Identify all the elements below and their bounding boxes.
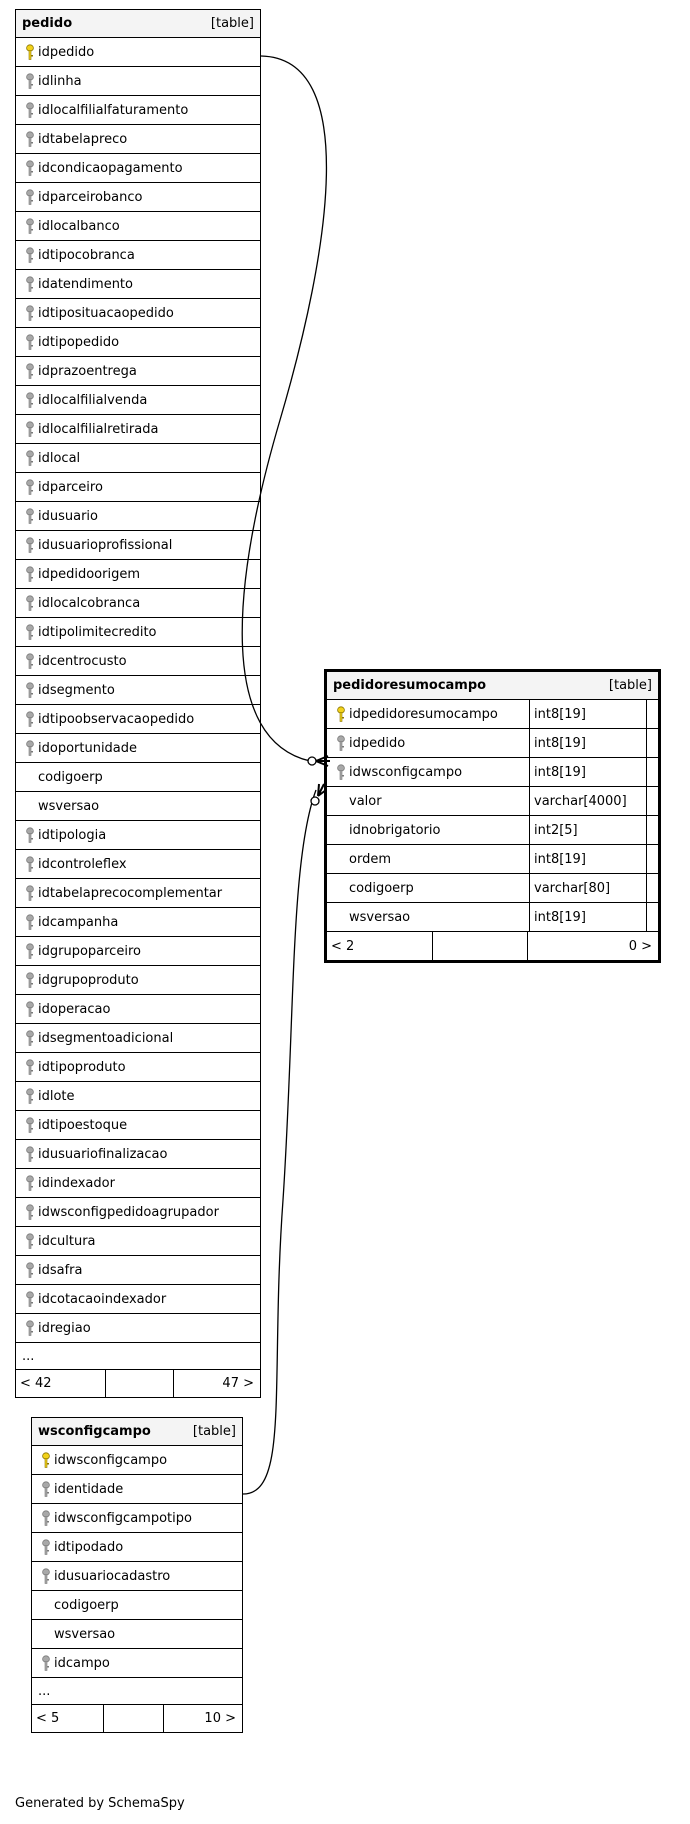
foreign-key-icon bbox=[24, 189, 36, 206]
column-row-idcultura[interactable] bbox=[16, 1227, 260, 1256]
column-name: idparceiro bbox=[38, 479, 103, 495]
column-name: idpedido bbox=[349, 735, 406, 751]
column-type: int8[19] bbox=[530, 758, 647, 786]
foreign-key-icon bbox=[40, 1568, 52, 1585]
column-name-cell bbox=[327, 816, 530, 844]
children-count[interactable]: 0 > bbox=[628, 938, 652, 954]
column-name-cell bbox=[327, 787, 530, 815]
column-name: idindexador bbox=[38, 1175, 115, 1191]
column-row-idlocalbanco[interactable] bbox=[16, 212, 260, 241]
column-row-idtipodado[interactable] bbox=[32, 1533, 242, 1562]
parents-count[interactable]: < 42 bbox=[16, 1370, 106, 1397]
foreign-key-icon bbox=[24, 537, 36, 554]
column-name: idtabelapreco bbox=[38, 131, 128, 147]
foreign-key-icon bbox=[24, 1117, 36, 1134]
footer-spacer bbox=[106, 1370, 174, 1397]
table-name: wsconfigcampo bbox=[38, 1424, 151, 1439]
column-name: idcampo bbox=[54, 1655, 110, 1671]
parents-count[interactable]: < 2 bbox=[327, 932, 433, 960]
table-footer bbox=[327, 932, 658, 960]
column-row-idwsconfigpedidoagrupador[interactable] bbox=[16, 1198, 260, 1227]
footer-spacer bbox=[104, 1705, 164, 1732]
column-type: int8[19] bbox=[530, 845, 647, 873]
column-row-idtipopedido[interactable] bbox=[16, 328, 260, 357]
column-row-idlocalcobranca[interactable] bbox=[16, 589, 260, 618]
column-row-idoperacao[interactable] bbox=[16, 995, 260, 1024]
column-row-idcotacaoindexador[interactable] bbox=[16, 1285, 260, 1314]
column-name: idtipologia bbox=[38, 827, 107, 843]
column-row-idparceiro[interactable] bbox=[16, 473, 260, 502]
column-name: idgrupoparceiro bbox=[38, 943, 141, 959]
foreign-key-icon bbox=[40, 1539, 52, 1556]
column-name: idlocalfilialvenda bbox=[38, 392, 148, 408]
foreign-key-icon bbox=[24, 392, 36, 409]
column-name: idcampanha bbox=[38, 914, 119, 930]
foreign-key-icon bbox=[40, 1510, 52, 1527]
column-row-idtipoobservacaopedido[interactable] bbox=[16, 705, 260, 734]
column-name: idcultura bbox=[38, 1233, 96, 1249]
column-row-idcampanha[interactable] bbox=[16, 908, 260, 937]
column-row-codigoerp[interactable] bbox=[327, 874, 658, 903]
foreign-key-icon bbox=[24, 305, 36, 322]
primary-key-icon bbox=[335, 706, 347, 723]
foreign-key-icon bbox=[24, 1030, 36, 1047]
foreign-key-icon bbox=[24, 421, 36, 438]
foreign-key-icon bbox=[24, 653, 36, 670]
column-row-idcondicaopagamento[interactable] bbox=[16, 154, 260, 183]
column-row-idlocal[interactable] bbox=[16, 444, 260, 473]
column-name: idpedidoorigem bbox=[38, 566, 141, 582]
column-name: idlinha bbox=[38, 73, 82, 89]
parents-count[interactable]: < 5 bbox=[32, 1705, 104, 1732]
children-count[interactable]: 10 > bbox=[204, 1711, 236, 1726]
column-name: wsversao bbox=[54, 1626, 116, 1642]
column-row-idsegmento[interactable] bbox=[16, 676, 260, 705]
relationship-wsconfigcampo-optional-marker bbox=[311, 797, 319, 805]
column-row-idpedido[interactable] bbox=[16, 38, 260, 67]
column-name: idcentrocusto bbox=[38, 653, 127, 669]
foreign-key-icon bbox=[24, 1204, 36, 1221]
column-row-idregiao[interactable] bbox=[16, 1314, 260, 1343]
column-name: idwsconfigpedidoagrupador bbox=[38, 1204, 219, 1220]
column-name: ordem bbox=[349, 851, 391, 867]
column-name-cell bbox=[327, 845, 530, 873]
foreign-key-icon bbox=[24, 102, 36, 119]
column-name: idtiposituacaopedido bbox=[38, 305, 174, 321]
column-name: idtipodado bbox=[54, 1539, 124, 1555]
foreign-key-icon bbox=[24, 334, 36, 351]
foreign-key-icon bbox=[24, 508, 36, 525]
column-name: identidade bbox=[54, 1481, 124, 1497]
column-name: idtipolimitecredito bbox=[38, 624, 157, 640]
foreign-key-icon bbox=[24, 218, 36, 235]
foreign-key-icon bbox=[24, 1233, 36, 1250]
column-row-idindexador[interactable] bbox=[16, 1169, 260, 1198]
foreign-key-icon bbox=[24, 595, 36, 612]
column-name-cell bbox=[327, 874, 530, 902]
column-row-idusuario[interactable] bbox=[16, 502, 260, 531]
foreign-key-icon bbox=[24, 1001, 36, 1018]
primary-key-icon bbox=[24, 44, 36, 61]
column-name: idtipoproduto bbox=[38, 1059, 126, 1075]
foreign-key-icon bbox=[24, 160, 36, 177]
column-row-idusuariofinalizacao[interactable] bbox=[16, 1140, 260, 1169]
foreign-key-icon bbox=[24, 682, 36, 699]
foreign-key-icon bbox=[40, 1655, 52, 1672]
foreign-key-icon bbox=[24, 885, 36, 902]
column-name-cell bbox=[327, 700, 530, 728]
column-row-wsversao[interactable] bbox=[32, 1620, 242, 1649]
column-name: idlocalfilialfaturamento bbox=[38, 102, 189, 118]
children-count[interactable]: 47 > bbox=[222, 1376, 254, 1391]
column-name: idparceirobanco bbox=[38, 189, 143, 205]
column-row-idlinha[interactable] bbox=[16, 67, 260, 96]
foreign-key-icon bbox=[24, 972, 36, 989]
column-name: idregiao bbox=[38, 1320, 91, 1336]
foreign-key-icon bbox=[24, 914, 36, 931]
foreign-key-icon bbox=[24, 856, 36, 873]
column-name: idwsconfigcampo bbox=[54, 1452, 168, 1468]
column-name: idlocalbanco bbox=[38, 218, 120, 234]
column-row-wsversao[interactable] bbox=[16, 792, 260, 821]
column-name: wsversao bbox=[38, 798, 100, 814]
foreign-key-icon bbox=[24, 450, 36, 467]
column-row-idlocalfilialretirada[interactable] bbox=[16, 415, 260, 444]
column-row-idnobrigatorio[interactable] bbox=[327, 816, 658, 845]
column-name: idtabelaprecocomplementar bbox=[38, 885, 223, 901]
table-type: [table] bbox=[192, 1424, 236, 1439]
column-name: idusuariofinalizacao bbox=[38, 1146, 168, 1162]
column-name: idtipoobservacaopedido bbox=[38, 711, 195, 727]
column-name-cell bbox=[327, 729, 530, 757]
foreign-key-icon bbox=[24, 827, 36, 844]
foreign-key-icon bbox=[24, 1262, 36, 1279]
column-name: idatendimento bbox=[38, 276, 133, 292]
column-name: idcotacaoindexador bbox=[38, 1291, 167, 1307]
column-row-idprazoentrega[interactable] bbox=[16, 357, 260, 386]
column-row-idtipoproduto[interactable] bbox=[16, 1053, 260, 1082]
column-row-idlocalfilialvenda[interactable] bbox=[16, 386, 260, 415]
column-row-identidade[interactable] bbox=[32, 1475, 242, 1504]
column-name: idoperacao bbox=[38, 1001, 111, 1017]
column-row-idcentrocusto[interactable] bbox=[16, 647, 260, 676]
column-name: idlocal bbox=[38, 450, 81, 466]
relationship-pedido-optional-marker bbox=[308, 757, 316, 765]
foreign-key-icon bbox=[24, 247, 36, 264]
foreign-key-icon bbox=[335, 735, 347, 752]
column-type: varchar[4000] bbox=[530, 787, 647, 815]
foreign-key-icon bbox=[24, 1059, 36, 1076]
column-row-codigoerp[interactable] bbox=[16, 763, 260, 792]
table-header bbox=[16, 10, 260, 38]
foreign-key-icon bbox=[24, 363, 36, 380]
column-name: idlote bbox=[38, 1088, 75, 1104]
column-row-idcontroleflex[interactable] bbox=[16, 850, 260, 879]
foreign-key-icon bbox=[24, 740, 36, 757]
column-name: idpedidoresumocampo bbox=[349, 706, 498, 722]
column-row-idtabelapreco[interactable] bbox=[16, 125, 260, 154]
column-row-idtipologia[interactable] bbox=[16, 821, 260, 850]
foreign-key-icon bbox=[40, 1481, 52, 1498]
table-pedidoresumocampo[interactable] bbox=[324, 669, 661, 963]
foreign-key-icon bbox=[24, 1088, 36, 1105]
table-header bbox=[327, 672, 658, 700]
column-row-idtipocobranca[interactable] bbox=[16, 241, 260, 270]
foreign-key-icon bbox=[24, 711, 36, 728]
column-row-wsversao[interactable] bbox=[327, 903, 658, 932]
foreign-key-icon bbox=[24, 1175, 36, 1192]
column-row-idtipoestoque[interactable] bbox=[16, 1111, 260, 1140]
column-name: idoportunidade bbox=[38, 740, 138, 756]
column-row-idgrupoparceiro[interactable] bbox=[16, 937, 260, 966]
foreign-key-icon bbox=[24, 479, 36, 496]
foreign-key-icon bbox=[24, 1291, 36, 1308]
column-type: varchar[80] bbox=[530, 874, 647, 902]
column-row-valor[interactable] bbox=[327, 787, 658, 816]
column-row-codigoerp[interactable] bbox=[32, 1591, 242, 1620]
foreign-key-icon bbox=[24, 1320, 36, 1337]
column-list bbox=[16, 38, 260, 1343]
column-list bbox=[327, 700, 658, 932]
column-type: int8[19] bbox=[530, 729, 647, 757]
column-name: idtipoestoque bbox=[38, 1117, 128, 1133]
generated-by-footer: Generated by SchemaSpy bbox=[15, 1796, 185, 1811]
footer-spacer bbox=[433, 932, 528, 960]
table-type: [table] bbox=[210, 16, 254, 31]
column-name: idpedido bbox=[38, 44, 95, 60]
column-row-idatendimento[interactable] bbox=[16, 270, 260, 299]
column-name: codigoerp bbox=[38, 769, 103, 785]
column-name: idcondicaopagamento bbox=[38, 160, 183, 176]
table-wsconfigcampo[interactable] bbox=[31, 1417, 243, 1733]
column-name: wsversao bbox=[349, 909, 411, 925]
foreign-key-icon bbox=[335, 764, 347, 781]
column-name: codigoerp bbox=[349, 880, 414, 896]
column-row-idcampo[interactable] bbox=[32, 1649, 242, 1678]
more-columns-ellipsis: ... bbox=[16, 1343, 260, 1370]
primary-key-icon bbox=[40, 1452, 52, 1469]
column-list bbox=[32, 1446, 242, 1678]
column-row-idtiposituacaopedido[interactable] bbox=[16, 299, 260, 328]
more-columns-ellipsis: ... bbox=[32, 1678, 242, 1705]
column-name: idsafra bbox=[38, 1262, 83, 1278]
column-name: idtipocobranca bbox=[38, 247, 135, 263]
column-row-idlote[interactable] bbox=[16, 1082, 260, 1111]
column-name: idusuarioprofissional bbox=[38, 537, 173, 553]
column-name-cell bbox=[327, 903, 530, 931]
foreign-key-icon bbox=[24, 1146, 36, 1163]
column-row-idgrupoproduto[interactable] bbox=[16, 966, 260, 995]
column-name: idusuariocadastro bbox=[54, 1568, 171, 1584]
column-row-idwsconfigcampotipo[interactable] bbox=[32, 1504, 242, 1533]
column-row-idusuarioprofissional[interactable] bbox=[16, 531, 260, 560]
column-row-idoportunidade[interactable] bbox=[16, 734, 260, 763]
column-row-idtipolimitecredito[interactable] bbox=[16, 618, 260, 647]
column-type: int8[19] bbox=[530, 700, 647, 728]
table-footer bbox=[16, 1370, 260, 1397]
column-name: idusuario bbox=[38, 508, 98, 524]
column-name: idlocalfilialretirada bbox=[38, 421, 159, 437]
column-row-idsegmentoadicional[interactable] bbox=[16, 1024, 260, 1053]
column-row-idusuariocadastro[interactable] bbox=[32, 1562, 242, 1591]
column-name: valor bbox=[349, 793, 382, 809]
column-name: idsegmento bbox=[38, 682, 115, 698]
column-row-idwsconfigcampo[interactable] bbox=[327, 758, 658, 787]
column-name: idwsconfigcampotipo bbox=[54, 1510, 192, 1526]
column-row-idlocalfilialfaturamento[interactable] bbox=[16, 96, 260, 125]
column-row-idpedidoorigem[interactable] bbox=[16, 560, 260, 589]
column-name: idprazoentrega bbox=[38, 363, 137, 379]
column-name: idwsconfigcampo bbox=[349, 764, 463, 780]
foreign-key-icon bbox=[24, 73, 36, 90]
table-pedido[interactable] bbox=[15, 9, 261, 1398]
table-name: pedido bbox=[22, 16, 73, 31]
foreign-key-icon bbox=[24, 943, 36, 960]
foreign-key-icon bbox=[24, 624, 36, 641]
table-header bbox=[32, 1418, 242, 1446]
column-name: idcontroleflex bbox=[38, 856, 127, 872]
column-row-idwsconfigcampo[interactable] bbox=[32, 1446, 242, 1475]
column-row-idsafra[interactable] bbox=[16, 1256, 260, 1285]
column-name: codigoerp bbox=[54, 1597, 119, 1613]
column-name-cell bbox=[327, 758, 530, 786]
column-row-idparceirobanco[interactable] bbox=[16, 183, 260, 212]
column-name: idsegmentoadicional bbox=[38, 1030, 174, 1046]
foreign-key-icon bbox=[24, 566, 36, 583]
column-name: idtipopedido bbox=[38, 334, 120, 350]
column-type: int2[5] bbox=[530, 816, 647, 844]
table-type: [table] bbox=[608, 678, 652, 693]
column-row-ordem[interactable] bbox=[327, 845, 658, 874]
foreign-key-icon bbox=[24, 131, 36, 148]
table-footer bbox=[32, 1705, 242, 1732]
column-name: idgrupoproduto bbox=[38, 972, 139, 988]
column-row-idpedidoresumocampo[interactable] bbox=[327, 700, 658, 729]
column-row-idtabelaprecocomplementar[interactable] bbox=[16, 879, 260, 908]
table-name: pedidoresumocampo bbox=[333, 678, 487, 693]
column-row-idpedido[interactable] bbox=[327, 729, 658, 758]
column-name: idnobrigatorio bbox=[349, 822, 441, 838]
foreign-key-icon bbox=[24, 276, 36, 293]
column-type: int8[19] bbox=[530, 903, 647, 931]
column-name: idlocalcobranca bbox=[38, 595, 141, 611]
